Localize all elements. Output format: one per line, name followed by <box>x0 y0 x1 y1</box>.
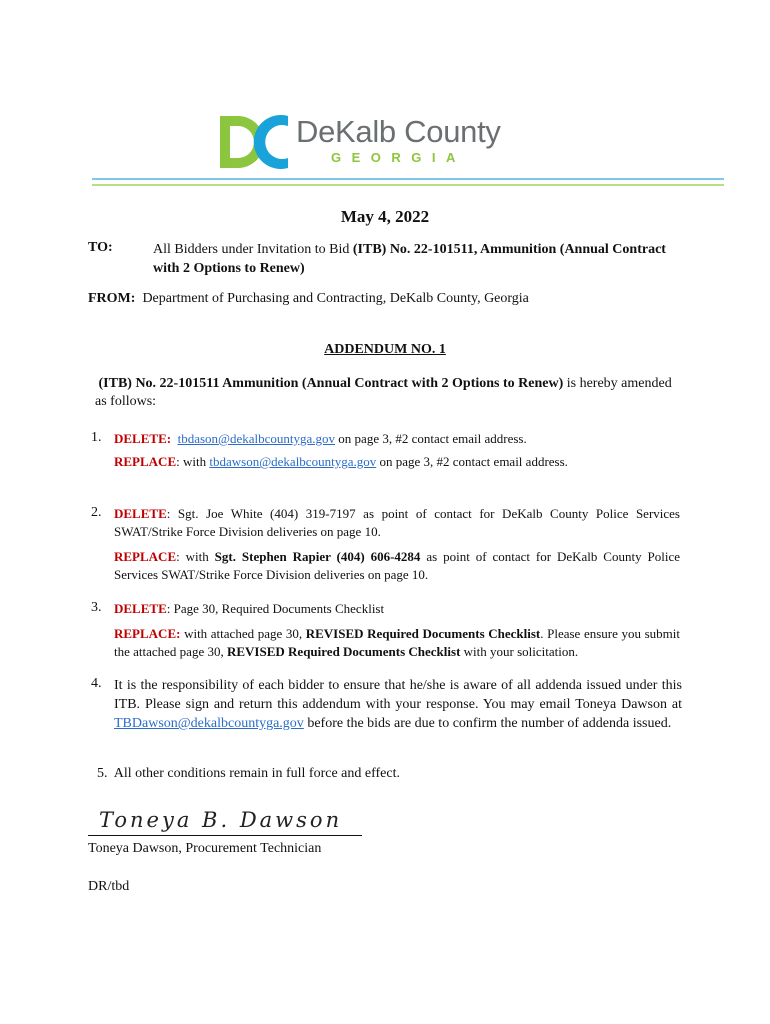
typist-initials: DR/tbd <box>88 879 130 894</box>
to-label: TO: <box>88 240 113 255</box>
to-text-bold: (ITB) No. 22-101511, Ammunition (Annual Contract with 2 Options to Renew) <box>153 242 666 276</box>
logo-c-mark <box>254 115 288 169</box>
item-5-text: All other conditions remain in full force and effect. <box>113 766 400 781</box>
item-3-replace-text2: . Please ensure you submit the attached page 30, <box>114 626 680 659</box>
item-1-replace-before: : with <box>176 454 210 469</box>
item-5 <box>97 764 400 783</box>
item-2-number: 2. <box>91 505 102 520</box>
intro-plain: is hereby amended as follows: <box>95 376 672 409</box>
from-line <box>88 291 529 307</box>
item-1-replace <box>114 453 694 471</box>
header-rule-green <box>92 184 724 186</box>
addendum-title: ADDENDUM NO. 1 <box>324 342 446 357</box>
item-3-number: 3. <box>91 600 102 615</box>
item-3-replace-text1: with attached page 30, <box>180 626 306 641</box>
item-1-replace-after: on page 3, #2 contact email address. <box>376 454 568 469</box>
to-text-plain: All Bidders under Invitation to Bid <box>153 242 353 257</box>
item-1-delete-label: DELETE: <box>114 431 172 446</box>
logo-subtitle: GEORGIA <box>331 150 466 165</box>
item-2-replace-label: REPLACE <box>114 549 177 564</box>
from-text: Department of Purchasing and Contracting, DeKalb County, Georgia <box>142 291 529 306</box>
item-2-replace-bold: Sgt. Stephen Rapier (404) 606-4284 <box>214 549 421 564</box>
to-text <box>153 240 673 278</box>
item-1-replace-email-link[interactable]: tbdawson@dekalbcountyga.gov <box>209 454 377 469</box>
item-4-email-link[interactable]: TBDawson@dekalbcountyga.gov <box>114 716 304 731</box>
item-2-delete-text: : Sgt. Joe White (404) 319-7197 as point of contact for DeKalb County Police Services SWAT/Strike Force Division deliveries on page 10. <box>114 506 680 539</box>
signature-line <box>88 835 362 836</box>
item-1-delete-email-link[interactable]: tbdason@dekalbcountyga.gov <box>177 431 336 446</box>
item-3-replace <box>114 625 680 661</box>
item-3-delete-label: DELETE <box>114 601 167 616</box>
item-2-delete-label: DELETE <box>114 506 167 521</box>
item-2-replace <box>114 548 680 584</box>
item-3-replace-text3: with your solicitation. <box>460 644 579 659</box>
item-1-replace-label: REPLACE <box>114 454 177 469</box>
item-4-text-after: before the bids are due to confirm the number of addenda issued. <box>303 716 672 731</box>
item-1-delete <box>114 430 694 448</box>
item-4-text-before: It is the responsibility of each bidder to ensure that he/she is aware of all addenda issued under this ITB. Please sign and return this addendum with your response. You may email Toneya Dawson at <box>114 678 682 712</box>
item-1-delete-after: on page 3, #2 contact email address. <box>335 431 527 446</box>
header-rule-blue <box>92 178 724 180</box>
intro-bold: (ITB) No. 22-101511 Ammunition (Annual Contract with 2 Options to Renew) <box>98 376 564 391</box>
item-5-number: 5. <box>97 766 108 781</box>
item-1-number: 1. <box>91 430 102 445</box>
item-4-number: 4. <box>91 676 102 691</box>
from-label: FROM: <box>88 291 136 306</box>
logo-name: DeKalb County <box>296 114 501 149</box>
item-2-replace-after: as point of contact for DeKalb County Police Services SWAT/Strike Force Division deliveries on page 10. <box>114 549 680 582</box>
item-3-replace-bold2: REVISED Required Documents Checklist <box>226 644 461 659</box>
signatory-name: Toneya Dawson, Procurement Technician <box>88 841 322 856</box>
item-4-text <box>114 676 682 733</box>
item-3-replace-label: REPLACE: <box>114 626 181 641</box>
item-3-delete-text: : Page 30, Required Documents Checklist <box>166 601 385 616</box>
letter-date: May 4, 2022 <box>340 207 430 226</box>
item-2-replace-before: : with <box>176 549 215 564</box>
intro-paragraph <box>95 375 685 411</box>
item-3-delete <box>114 600 680 618</box>
handwritten-signature: Toneya B. Dawson <box>99 808 343 832</box>
item-3-replace-bold1: REVISED Required Documents Checklist <box>305 626 541 641</box>
item-2-delete <box>114 505 680 541</box>
